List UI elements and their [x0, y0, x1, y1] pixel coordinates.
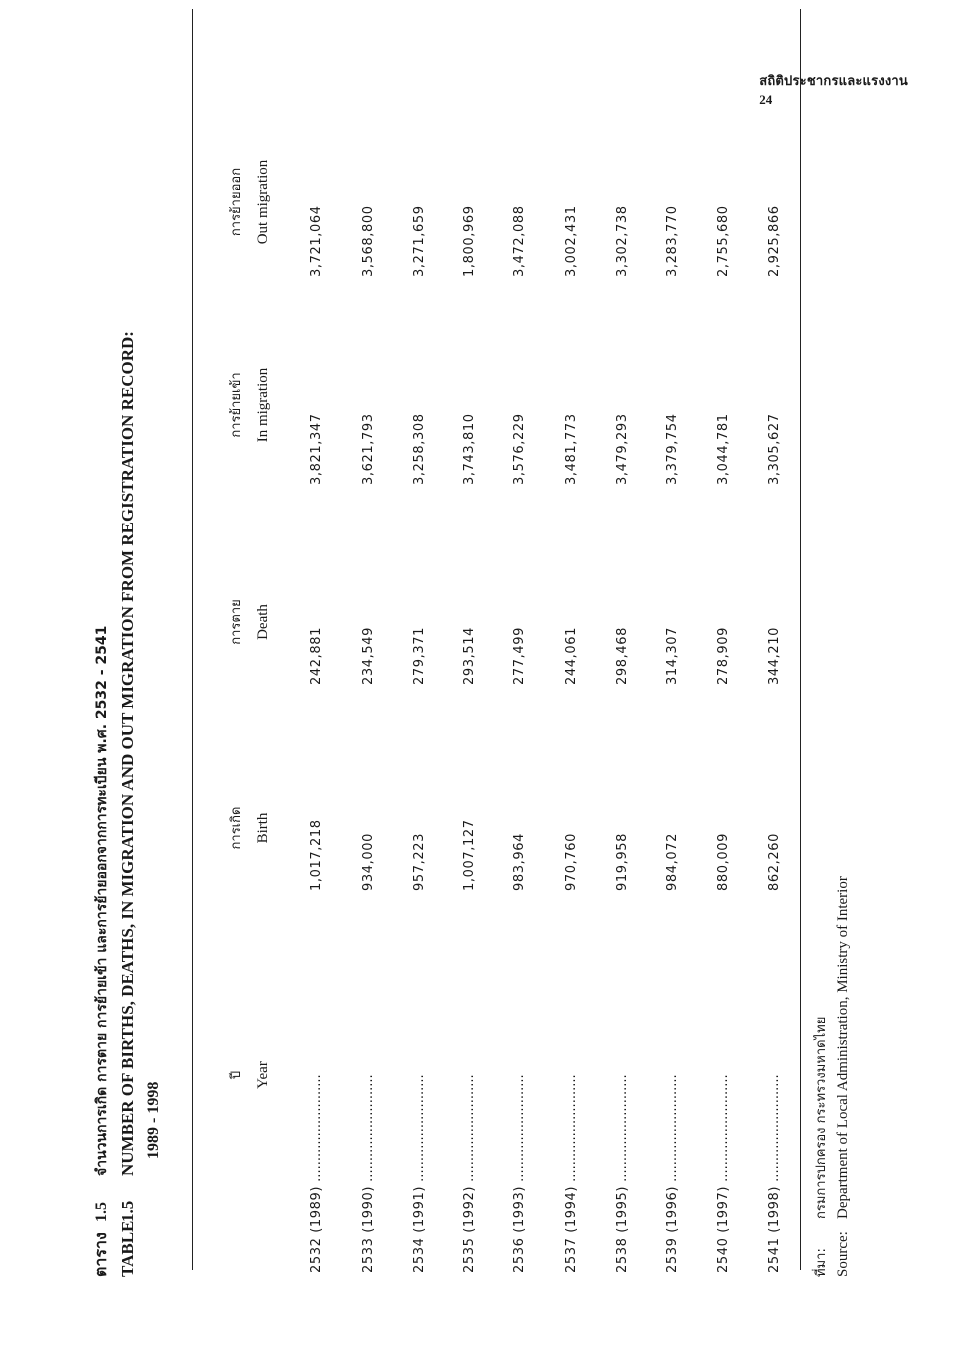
cell-death: 277,499 [512, 627, 527, 685]
cell-in-migration: 3,481,773 [564, 413, 579, 485]
cell-birth: 970,760 [564, 833, 579, 891]
table-row [512, 0, 532, 1285]
cell-death: 234,549 [361, 627, 376, 685]
cell-in-migration: 3,821,347 [309, 413, 324, 485]
table-row [412, 0, 432, 1285]
header-birth-english: Birth [255, 812, 271, 844]
cell-out-migration: 2,755,680 [716, 205, 731, 277]
table-row [665, 0, 685, 1285]
cell-birth: 880,009 [716, 833, 731, 891]
cell-out-migration: 3,302,738 [615, 205, 630, 277]
source-english [835, 876, 852, 1277]
cell-out-migration: 3,002,431 [564, 205, 579, 277]
header-year-thai: ปี [229, 1070, 244, 1080]
source-thai [810, 1017, 831, 1277]
cell-year: 2536 (1993) ..... [512, 1073, 527, 1273]
header-in-migration-english: In migration [255, 367, 271, 443]
cell-in-migration: 3,044,781 [716, 413, 731, 485]
cell-death: 279,371 [412, 627, 427, 685]
caption-thai [89, 626, 114, 1277]
header-out-migration-english: Out migration [255, 159, 271, 245]
header-in-migration [225, 340, 272, 470]
cell-birth: 957,223 [412, 833, 427, 891]
cell-death: 344,210 [767, 627, 782, 685]
source-thai-text: กรมการปกครอง กระทรวงมหาดไทย [814, 1016, 829, 1219]
table-row [716, 0, 736, 1285]
source-english-text: Department of Local Administration, Ministry of Interior [835, 876, 851, 1219]
cell-in-migration: 3,258,308 [412, 413, 427, 485]
cell-birth: 1,017,218 [309, 819, 324, 891]
table-row [767, 0, 787, 1285]
header-death-thai: การตาย [229, 599, 244, 645]
cell-out-migration: 3,568,800 [361, 205, 376, 277]
caption-thai-label: ตาราง [91, 1232, 110, 1277]
cell-year: 2541 (1998) ..... [767, 1073, 782, 1273]
cell-year: 2532 (1989) ..... [309, 1073, 324, 1273]
header-birth-thai: การเกิด [229, 806, 244, 850]
header-out-migration [225, 137, 272, 267]
cell-in-migration: 3,479,293 [615, 413, 630, 485]
cell-death: 244,061 [564, 627, 579, 685]
cell-out-migration: 3,271,659 [412, 205, 427, 277]
cell-death: 278,909 [716, 627, 731, 685]
cell-out-migration: 1,800,969 [462, 205, 477, 277]
source-thai-label: ที่มา: [814, 1248, 829, 1277]
header-year [225, 1045, 272, 1105]
cell-out-migration: 3,283,770 [665, 205, 680, 277]
page-header-title: สถิติประชากรและแรงงาน [759, 73, 908, 88]
cell-year: 2537 (1994) ..... [564, 1073, 579, 1273]
caption-thai-text: จำนวนการเกิด การตาย การย้ายเข้า และการย้ายออกจากการทะเบียน พ.ศ. 2532 - 2541 [94, 625, 110, 1176]
cell-in-migration: 3,621,793 [361, 413, 376, 485]
cell-out-migration: 2,925,866 [767, 205, 782, 277]
cell-birth: 1,007,127 [462, 819, 477, 891]
table-row [361, 0, 381, 1285]
cell-birth: 983,964 [512, 833, 527, 891]
table-row [564, 0, 584, 1285]
cell-death: 293,514 [462, 627, 477, 685]
cell-out-migration: 3,721,064 [309, 205, 324, 277]
caption-english-number: 1.5 [118, 1200, 137, 1222]
cell-year: 2534 (1991) ..... [412, 1073, 427, 1273]
cell-in-migration: 3,743,810 [462, 413, 477, 485]
cell-year: 2533 (1990) ..... [361, 1073, 376, 1273]
caption-english-label: TABLE [118, 1220, 137, 1277]
cell-birth: 919,958 [615, 833, 630, 891]
cell-year: 2535 (1992) ..... [462, 1073, 477, 1273]
cell-death: 298,468 [615, 627, 630, 685]
header-birth [225, 783, 272, 873]
rotated-table-page [75, 0, 851, 1285]
caption-english-years: 1989 - 1998 [145, 1081, 162, 1159]
cell-birth: 862,260 [767, 833, 782, 891]
cell-in-migration: 3,305,627 [767, 413, 782, 485]
cell-year: 2539 (1996) ..... [665, 1073, 680, 1273]
header-in-migration-thai: การย้ายเข้า [229, 372, 244, 438]
cell-birth: 934,000 [361, 833, 376, 891]
table-row [309, 0, 329, 1285]
caption-thai-number: 1.5 [93, 1202, 110, 1222]
table-row [615, 0, 635, 1285]
cell-in-migration: 3,379,754 [665, 413, 680, 485]
caption-english-text: NUMBER OF BIRTHS, DEATHS, IN MIGRATION AND OUT MIGRATION FROM REGISTRATION RECORD: [118, 331, 137, 1176]
cell-in-migration: 3,576,229 [512, 413, 527, 485]
header-death [225, 577, 272, 667]
table-bottom-rule [800, 9, 801, 1270]
table-top-rule [192, 9, 193, 1270]
caption-english [118, 331, 138, 1277]
source-english-label: Source: [835, 1231, 851, 1277]
header-year-english: Year [255, 1061, 271, 1089]
header-death-english: Death [255, 604, 271, 640]
cell-year: 2538 (1995) ..... [615, 1073, 630, 1273]
cell-out-migration: 3,472,088 [512, 205, 527, 277]
cell-death: 314,307 [665, 627, 680, 685]
page-number: 24 [759, 92, 773, 107]
cell-birth: 984,072 [665, 833, 680, 891]
table-row [462, 0, 482, 1285]
cell-death: 242,881 [309, 627, 324, 685]
cell-year: 2540 (1997) ..... [716, 1073, 731, 1273]
header-out-migration-thai: การย้ายออก [229, 167, 244, 237]
